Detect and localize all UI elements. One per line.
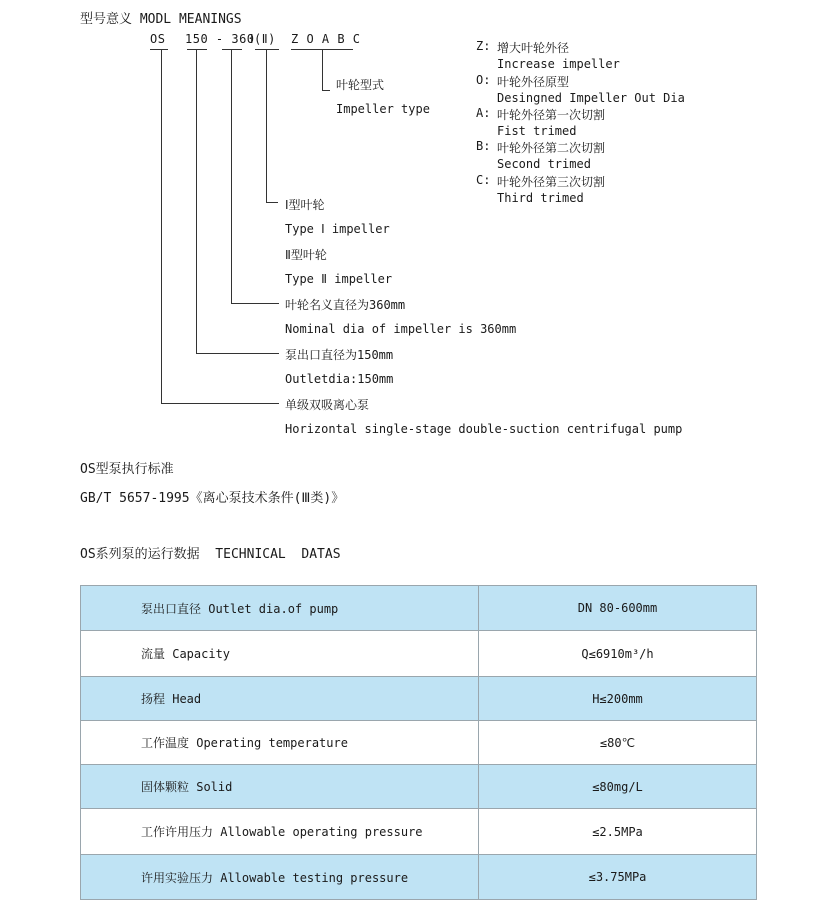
suffix-a-zh: 叶轮外径第一次切割 bbox=[497, 108, 606, 122]
type1-en: Type Ⅰ impeller bbox=[285, 222, 390, 236]
leader-suffix-h bbox=[322, 90, 330, 91]
row-value: DN 80-600mm bbox=[479, 586, 757, 631]
row-value: Q≤6910m³/h bbox=[479, 631, 757, 677]
type2-en: Type Ⅱ impeller bbox=[285, 272, 393, 286]
outlet-zh: 泵出口直径为150mm bbox=[285, 348, 394, 362]
underline-outlet bbox=[187, 49, 207, 50]
leader-nominal-h bbox=[231, 303, 279, 304]
code-sizes: 150 - 360 bbox=[185, 32, 255, 46]
row-label: 工作温度 Operating temperature bbox=[81, 721, 479, 765]
type2-zh: Ⅱ型叶轮 bbox=[285, 248, 327, 262]
technical-heading: OS系列泵的运行数据 TECHNICAL DATAS bbox=[80, 547, 341, 562]
row-value: ≤3.75MPa bbox=[479, 855, 757, 900]
row-label: 固体颗粒 Solid bbox=[81, 765, 479, 809]
row-value: H≤200mm bbox=[479, 677, 757, 721]
row-value: ≤80℃ bbox=[479, 721, 757, 765]
technical-table bbox=[80, 585, 757, 900]
code-series: OS bbox=[150, 32, 166, 46]
suffix-c-zh: 叶轮外径第三次切割 bbox=[497, 175, 606, 189]
underline-type bbox=[255, 49, 279, 50]
suffix-z-key: Z: bbox=[476, 39, 491, 53]
row-label: 泵出口直径 Outlet dia.of pump bbox=[81, 586, 479, 631]
type1-zh: Ⅰ型叶轮 bbox=[285, 198, 325, 212]
outlet-en: Outletdia:150mm bbox=[285, 372, 394, 386]
table-row bbox=[81, 721, 757, 765]
row-value: ≤80mg/L bbox=[479, 765, 757, 809]
nominal-zh: 叶轮名义直径为360mm bbox=[285, 298, 406, 312]
leader-type-h bbox=[266, 202, 278, 203]
leader-pump-h bbox=[161, 403, 279, 404]
pump-en: Horizontal single-stage double-suction centrifugal pump bbox=[285, 422, 683, 436]
suffix-c-key: C: bbox=[476, 173, 491, 187]
suffix-a-key: A: bbox=[476, 106, 491, 120]
row-label: 工作许用压力 Allowable operating pressure bbox=[81, 809, 479, 855]
underline-nominal bbox=[222, 49, 242, 50]
row-label: 流量 Capacity bbox=[81, 631, 479, 677]
suffix-z-zh: 增大叶轮外径 bbox=[497, 41, 570, 55]
table-row bbox=[81, 809, 757, 855]
code-impeller-type: Ⅰ(Ⅱ) bbox=[250, 32, 276, 46]
leader-nominal-v bbox=[231, 50, 232, 303]
underline-series bbox=[150, 49, 168, 50]
suffix-a-en: Fist trimed bbox=[497, 124, 577, 138]
leader-outlet-h bbox=[196, 353, 279, 354]
impeller-type-zh: 叶轮型式 bbox=[336, 78, 385, 92]
standard-text: GB/T 5657-1995《离心泵技术条件(Ⅲ类)》 bbox=[80, 491, 345, 506]
table-row bbox=[81, 586, 757, 631]
suffix-c-en: Third trimed bbox=[497, 191, 584, 205]
nominal-en: Nominal dia of impeller is 360mm bbox=[285, 322, 517, 336]
table-row bbox=[81, 631, 757, 677]
suffix-o-en: Desingned Impeller Out Dia bbox=[497, 91, 685, 105]
impeller-type-en: Impeller type bbox=[336, 102, 430, 116]
row-value: ≤2.5MPa bbox=[479, 809, 757, 855]
suffix-o-key: O: bbox=[476, 73, 491, 87]
table-row bbox=[81, 855, 757, 900]
pump-zh: 单级双吸离心泵 bbox=[285, 398, 370, 412]
standard-heading: OS型泵执行标准 bbox=[80, 462, 174, 477]
table-row bbox=[81, 677, 757, 721]
leader-outlet-v bbox=[196, 50, 197, 353]
leader-pump-v bbox=[161, 50, 162, 403]
code-suffix: Z O A B C bbox=[291, 32, 361, 46]
leader-type-v bbox=[266, 50, 267, 202]
suffix-z-en: Increase impeller bbox=[497, 57, 620, 71]
table-row bbox=[81, 765, 757, 809]
suffix-o-zh: 叶轮外径原型 bbox=[497, 75, 570, 89]
model-meaning-heading: 型号意义 MODL MEANINGS bbox=[80, 12, 242, 27]
row-label: 许用实验压力 Allowable testing pressure bbox=[81, 855, 479, 900]
leader-suffix-v bbox=[322, 50, 323, 90]
suffix-b-en: Second trimed bbox=[497, 157, 591, 171]
suffix-b-key: B: bbox=[476, 139, 491, 153]
row-label: 扬程 Head bbox=[81, 677, 479, 721]
suffix-b-zh: 叶轮外径第二次切割 bbox=[497, 141, 606, 155]
